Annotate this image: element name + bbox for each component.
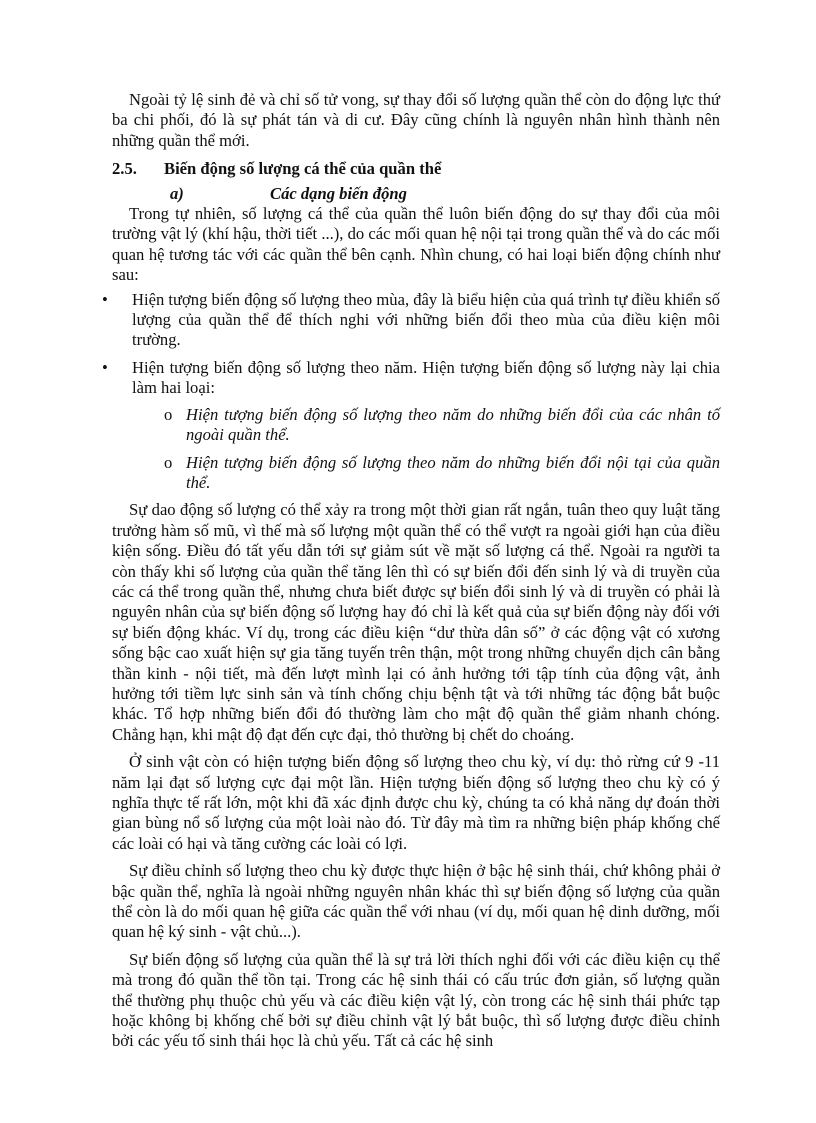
list-item <box>102 289 720 351</box>
section-title: Biến động số lượng cá thể của quần thể <box>164 159 442 179</box>
list-item <box>102 357 720 493</box>
sub-list-item-text: Hiện tượng biến động số lượng theo năm do những biến đổi của các nhân tố ngoài quần thể. <box>186 404 720 445</box>
paragraph: Sự biến động số lượng của quần thể là sự trả lời thích nghi đối với các điều kiện cụ thể mà trong đó quần thể tồn tại. Trong các hệ sinh thái có cấu trúc đơn giản, số lượng quần thể thường phụ thuộc chủ yếu và các điều kiện vật lý, còn trong các hệ sinh thái phức tạp hoặc không bị khống chế bởi sự điều chỉnh vật lý bắt buộc, thì số lượng được điều chỉnh bởi các yếu tố sinh thái học là chủ yếu. Tất cả các hệ sinh <box>112 949 720 1051</box>
sub-list-item <box>132 453 720 494</box>
paragraph: Trong tự nhiên, số lượng cá thể của quần thể luôn biến động do sự thay đổi của môi trường vật lý (khí hậu, thời tiết ...), do các mối quan hệ nội tại trong quần thể và do các mối quan hệ tương tác với các quần thể bên cạnh. Nhìn chung, có hai loại biến động chính như sau: <box>112 204 720 285</box>
paragraph: Sự điều chỉnh số lượng theo chu kỳ được thực hiện ở bậc hệ sinh thái, chứ không phải ở bậc quần thể, nghĩa là ngoài những nguyên nhân khác thì sự biến động số lượng của quần thể còn là do mối quan hệ giữa các quần thể với nhau (ví dụ, mối quan hệ dinh dưỡng, mối quan hệ ký sinh - vật chủ...). <box>112 861 720 942</box>
subsection-letter: a) <box>170 183 184 203</box>
section-heading <box>112 159 720 179</box>
paragraph: Sự dao động số lượng có thể xảy ra trong một thời gian rất ngắn, tuân theo quy luật tăng trưởng hàm số mũ, vì thế mà số lượng một quần thể có thể vượt ra ngoài giới hạn của điều kiện sống. Điều đó tất yếu dẫn tới sự giảm sút về mặt số lượng cá thể. Ngoài ra người ta còn thấy khi số lượng của quần thể tăng lên thì có sự biến đổi đến sinh lý và di truyền của các cá thể trong quần thể, nhưng chưa biết được sự biến đổi sinh lý và di truyền có phải là nguyên nhân của sự biến động số lượng hay đó chỉ là kết quả của sự biến động này đối với sự biến động khác. Ví dụ, trong các điều kiện “dư thừa dân số” ở các động vật có xương sống bậc cao xuất hiện sự gia tăng tuyến trên thận, một trong những chuyển dịch cân bằng thần kinh - nội tiết, mà đến lượt mình lại có ảnh hưởng tới tập tính của động vật, ảnh hưởng tới tiềm lực sinh sản và tính chống chịu bệnh tật và tới những tác động bắt buộc khác. Tổ hợp những biến đổi đó thường làm cho mật độ quần thể giảm nhanh chóng. Chẳng hạn, khi mật độ đạt đến cực đại, thỏ thường bị chết do choáng. <box>112 500 720 744</box>
sub-bullet-list <box>132 405 720 494</box>
circle-bullet-icon: o <box>164 452 173 472</box>
bullet-list <box>102 289 720 494</box>
bullet-icon: • <box>102 357 108 377</box>
subsection-heading <box>112 184 720 204</box>
subsection-title: Các dạng biến động <box>270 183 407 203</box>
list-item-text: Hiện tượng biến động số lượng theo mùa, đây là biểu hiện của quá trình tự điều khiển số lượng của quần thể để thích nghi với những biến đổi theo mùa của điều kiện môi trường. <box>132 289 720 350</box>
circle-bullet-icon: o <box>164 404 173 424</box>
paragraph: Ngoài tỷ lệ sinh đẻ và chỉ số tử vong, sự thay đổi số lượng quần thể còn do động lực thứ ba chi phối, đó là sự phát tán và di cư. Đây cũng chính là nguyên nhân hình thành nên những quần thể mới. <box>112 90 720 150</box>
paragraph: Ở sinh vật còn có hiện tượng biến động số lượng theo chu kỳ, ví dụ: thỏ rừng cứ 9 -11 năm lại đạt số lượng cực đại một lần. Hiện tượng biến động số lượng theo chu kỳ có ý nghĩa thực tế rất lớn, một khi đã xác định được chu kỳ, chúng ta có khả năng dự đoán thời gian bùng nổ số lượng của một loài nào đó. Từ đây mà tìm ra những biện pháp khống chế các loài có hại và tăng cường các loài có lợi. <box>112 752 720 853</box>
section-number: 2.5. <box>112 159 137 179</box>
sub-list-item-text: Hiện tượng biến động số lượng theo năm do những biến đổi nội tại của quần thể. <box>186 452 720 492</box>
list-item-text: Hiện tượng biến động số lượng theo năm. Hiện tượng biến động số lượng này lại chia làm hai loại: <box>132 357 720 398</box>
sub-list-item <box>132 405 720 446</box>
bullet-icon: • <box>102 289 108 309</box>
document-page <box>102 90 720 1052</box>
